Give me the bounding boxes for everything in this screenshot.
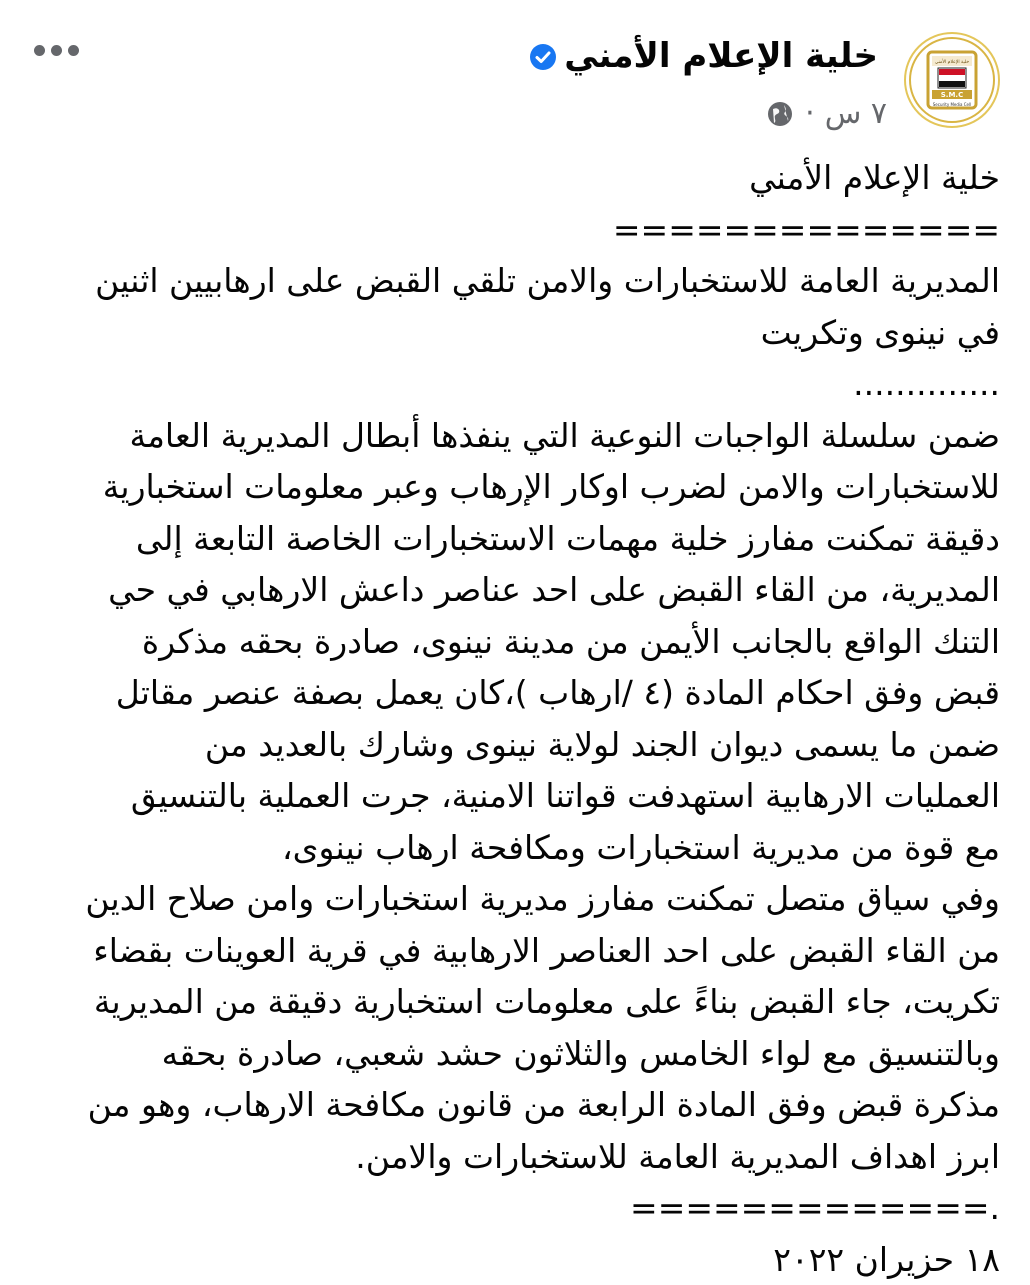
post-text-line: ==============	[25, 204, 1000, 256]
post-text-line: ضمن ما يسمى ديوان الجند لولاية نينوى وشارك بالعديد من	[25, 719, 1000, 771]
security-media-cell-logo-icon	[908, 36, 996, 124]
globe-icon[interactable]	[765, 99, 795, 129]
meta-separator: ·	[805, 96, 815, 131]
post-text-line: دقيقة تمكنت مفارز خلية مهمات الاستخبارات الخاصة التابعة إلى	[25, 513, 1000, 565]
post-text-line: التنك الواقع بالجانب الأيمن من مدينة نينوى، صادرة بحقه مذكرة	[25, 616, 1000, 668]
svg-text:خلية الإعلام الأمني: خلية الإعلام الأمني	[935, 58, 969, 65]
page-avatar[interactable]	[904, 32, 1000, 128]
post-text-line: وفي سياق متصل تمكنت مفارز مديرية استخبارات وامن صلاح الدين	[25, 873, 1000, 925]
post-text-line: المديرية، من القاء القبض على احد عناصر داعش الارهابي في حي	[25, 564, 1000, 616]
svg-text:S.M.C: S.M.C	[941, 91, 963, 99]
post-text-line: ..............	[25, 358, 1000, 410]
post-text-line: =============.	[25, 1182, 1000, 1234]
post-text-line: تكريت، جاء القبض بناءً على معلومات استخبارية دقيقة من المديرية	[25, 976, 1000, 1028]
post-text-line: وبالتنسيق مع لواء الخامس والثلاثون حشد شعبي، صادرة بحقه	[25, 1028, 1000, 1080]
post-text-line: للاستخبارات والامن لضرب اوكار الإرهاب وعبر معلومات استخبارية	[25, 461, 1000, 513]
post-timestamp[interactable]: ٧ س	[825, 96, 887, 131]
post-text-line: مع قوة من مديرية استخبارات ومكافحة ارهاب نينوى،	[25, 822, 1000, 874]
more-options-button[interactable]	[26, 30, 86, 70]
post-text-line: في نينوى وتكريت	[25, 307, 1000, 359]
page-name-row	[528, 38, 878, 75]
more-options-icon	[34, 45, 45, 56]
post-text-line: مذكرة قبض وفق المادة الرابعة من قانون مكافحة الارهاب، وهو من	[25, 1079, 1000, 1131]
post-text-line: خلية الإعلام الأمني	[25, 152, 1000, 204]
post-text-line: المديرية العامة للاستخبارات والامن تلقي القبض على ارهابيين اثنين	[25, 255, 1000, 307]
verified-badge-icon	[528, 42, 558, 72]
post-date-line: ١٨ حزيران ٢٠٢٢	[25, 1234, 1000, 1285]
post-text-line: ابرز اهداف المديرية العامة للاستخبارات والامن.	[25, 1131, 1000, 1183]
post-meta	[765, 96, 887, 131]
post-text-line: من القاء القبض على احد العناصر الارهابية في قرية العوينات بقضاء	[25, 925, 1000, 977]
post-text-line: ضمن سلسلة الواجبات النوعية التي ينفذها أبطال المديرية العامة	[25, 410, 1000, 462]
post-text-line: العمليات الارهابية استهدفت قواتنا الامنية، جرت العملية بالتنسيق	[25, 770, 1000, 822]
page-name-link[interactable]: خلية الإعلام الأمني	[564, 38, 878, 75]
svg-text:Security Media Cell: Security Media Cell	[933, 102, 971, 107]
post-text-line: قبض وفق احكام المادة (٤ /ارهاب )،كان يعمل بصفة عنصر مقاتل	[25, 667, 1000, 719]
post-body	[25, 152, 1000, 1285]
